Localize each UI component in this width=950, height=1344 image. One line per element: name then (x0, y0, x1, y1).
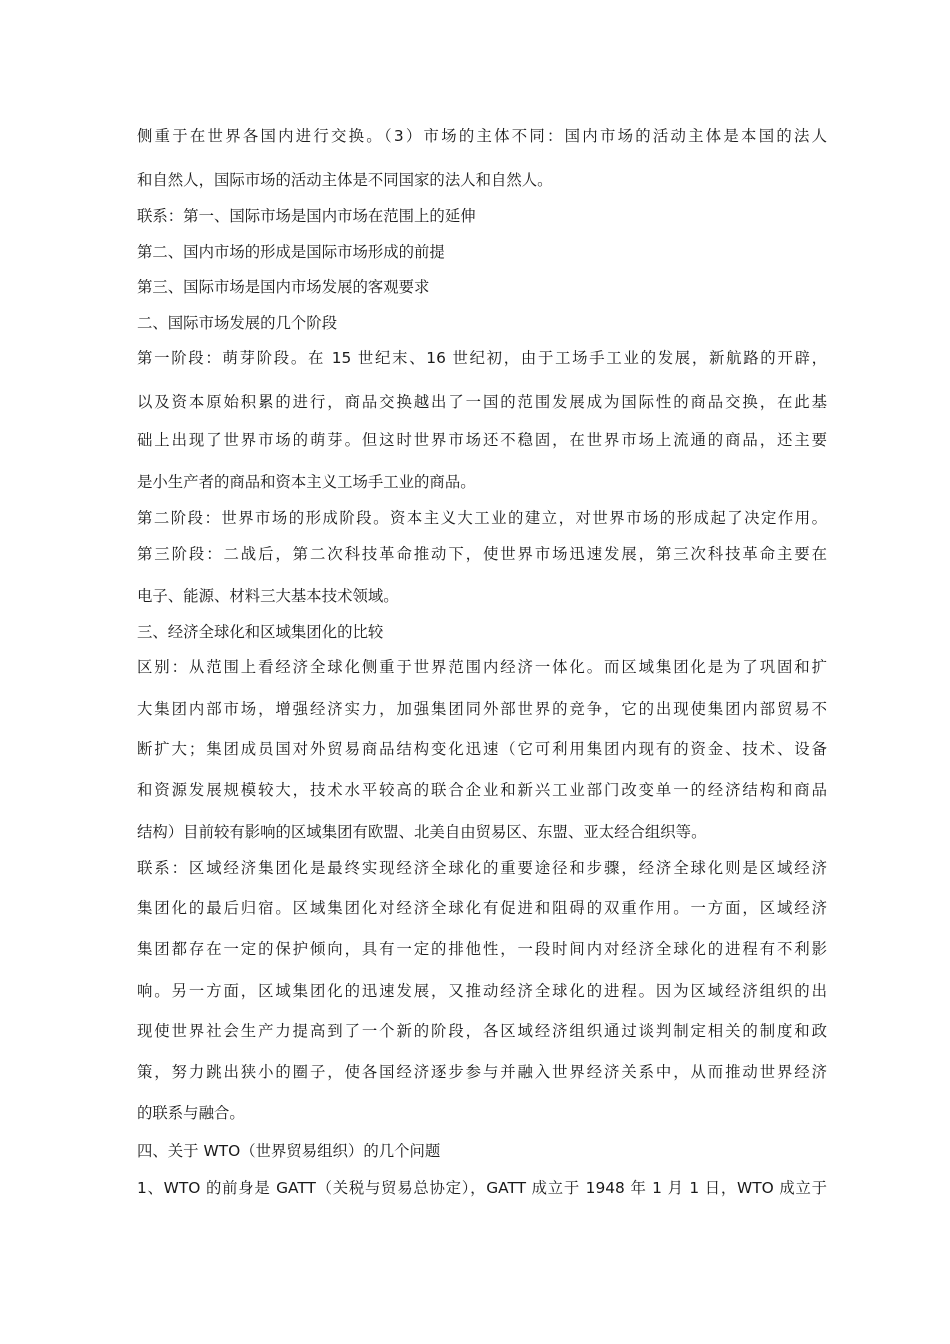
body-text-line: 断扩大；集团成员国对外贸易商品结构变化迅速（它可利用集团内现有的资金、技术、设备 (137, 740, 827, 758)
body-text-line: 联系：第一、国际市场是国内市场在范围上的延伸 (137, 207, 476, 225)
body-text-line: 结构）目前较有影响的区域集团有欧盟、北美自由贸易区、东盟、亚太经合组织等。 (137, 823, 707, 841)
body-text-line: 第二、国内市场的形成是国际市场形成的前提 (137, 243, 445, 261)
body-text-line: 策，努力跳出狭小的圈子，使各国经济逐步参与并融入世界经济关系中，从而推动世界经济 (137, 1063, 827, 1081)
body-text-line: 础上出现了世界市场的萌芽。但这时世界市场还不稳固，在世界市场上流通的商品，还主要 (137, 431, 827, 449)
body-text-line: 1、WTO 的前身是 GATT（关税与贸易总协定），GATT 成立于 1948 年 1 月 1 日，WTO 成立于 (137, 1179, 827, 1197)
body-text-line: 是小生产者的商品和资本主义工场手工业的商品。 (137, 473, 476, 491)
body-text-line: 联系：区域经济集团化是最终实现经济全球化的重要途径和步骤，经济全球化则是区域经济 (137, 859, 827, 877)
section-heading: 二、国际市场发展的几个阶段 (137, 314, 338, 332)
body-text-line: 现使世界社会生产力提高到了一个新的阶段，各区域经济组织通过谈判制定相关的制度和政 (137, 1022, 827, 1040)
body-text-line: 第一阶段：萌芽阶段。在 15 世纪末、16 世纪初，由于工场手工业的发展，新航路的开辟， (137, 349, 827, 367)
body-text-line: 电子、能源、材料三大基本技术领域。 (137, 587, 399, 605)
body-text-line: 第三、国际市场是国内市场发展的客观要求 (137, 278, 430, 296)
section-heading: 三、经济全球化和区域集团化的比较 (137, 623, 384, 641)
body-text-line: 大集团内部市场，增强经济实力，加强集团同外部世界的竞争，它的出现使集团内部贸易不 (137, 700, 827, 718)
body-text-line: 集团都存在一定的保护倾向，具有一定的排他性，一段时间内对经济全球化的进程有不利影 (137, 940, 827, 958)
body-text-line: 区别：从范围上看经济全球化侧重于世界范围内经济一体化。而区域集团化是为了巩固和扩 (137, 658, 827, 676)
body-text-line: 的联系与融合。 (137, 1104, 245, 1122)
body-text-line: 侧重于在世界各国内进行交换。（3）市场的主体不同：国内市场的活动主体是本国的法人 (137, 127, 827, 145)
body-text-line: 响。另一方面，区域集团化的迅速发展，又推动经济全球化的进程。因为区域经济组织的出 (137, 982, 827, 1000)
section-heading: 四、关于 WTO（世界贸易组织）的几个问题 (137, 1142, 441, 1160)
body-text-line: 和资源发展规模较大，技术水平较高的联合企业和新兴工业部门改变单一的经济结构和商品 (137, 781, 827, 799)
body-text-line: 和自然人，国际市场的活动主体是不同国家的法人和自然人。 (137, 171, 553, 189)
body-text-line: 第三阶段：二战后，第二次科技革命推动下，使世界市场迅速发展，第三次科技革命主要在 (137, 545, 827, 563)
body-text-line: 第二阶段：世界市场的形成阶段。资本主义大工业的建立，对世界市场的形成起了决定作用。 (137, 509, 827, 527)
body-text-line: 集团化的最后归宿。区域集团化对经济全球化有促进和阻碍的双重作用。一方面，区域经济 (137, 899, 827, 917)
body-text-line: 以及资本原始积累的进行，商品交换越出了一国的范围发展成为国际性的商品交换，在此基 (137, 393, 827, 411)
